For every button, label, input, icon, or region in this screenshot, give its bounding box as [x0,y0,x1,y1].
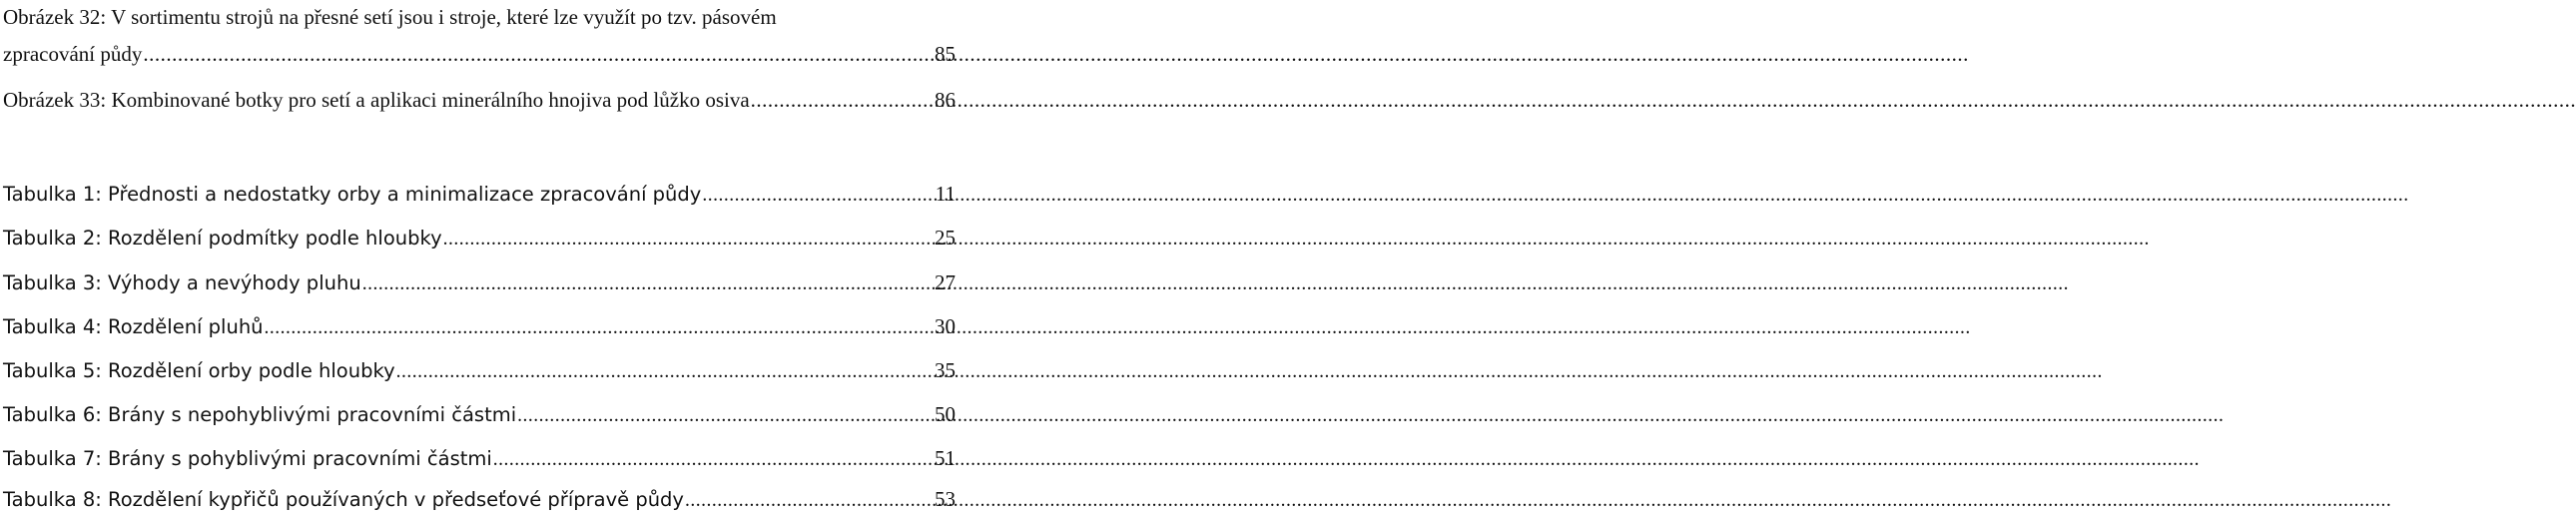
toc-table-4[interactable] [3,311,956,341]
toc-entry-page: 53 [935,487,956,511]
toc-entry-title: Tabulka 8: Rozdělení kypřičů používaných v předseťové přípravě půdy [3,488,684,511]
toc-entry-page: 51 [935,446,956,470]
toc-entry-title: Tabulka 6: Brány s nepohyblivými pracovními částmi [3,403,517,426]
toc-entry-title: zpracování půdy [3,42,143,66]
toc-figure-32-line1[interactable] [3,2,956,32]
toc-entry-page: 25 [935,226,956,250]
dot-leader [685,486,933,516]
toc-entry-title: Tabulka 5: Rozdělení orby podle hloubky [3,359,395,382]
toc-entry-title: Obrázek 32: V sortimentu strojů na přesné setí jsou i stroje, které lze využít po tzv. pásovém [3,5,777,29]
dot-leader [443,225,933,255]
toc-entry-page: 85 [935,42,956,66]
toc-page [0,0,959,516]
toc-table-6[interactable] [3,399,956,429]
toc-entry-title: Tabulka 3: Výhody a nevýhody pluhu [3,271,361,294]
toc-entry-page: 35 [935,358,956,382]
toc-entry-title: Tabulka 1: Přednosti a nedostatky orby a minimalizace zpracování půdy [3,183,702,206]
toc-figure-33[interactable] [3,85,956,115]
toc-figure-32-line2[interactable] [3,39,956,69]
toc-table-3[interactable] [3,267,956,297]
dot-leader [362,269,933,299]
toc-entry-title: Tabulka 2: Rozdělení podmítky podle hloubky [3,227,442,250]
toc-entry-page: 30 [935,314,956,338]
dot-leader [143,39,933,69]
toc-entry-title: Tabulka 7: Brány s pohyblivými pracovními částmi [3,447,492,470]
toc-table-5[interactable] [3,355,956,385]
toc-entry-title: Obrázek 33: Kombinované botky pro setí a aplikaci minerálního hnojiva pod lůžko osiva [3,88,750,112]
toc-entry-title: Tabulka 4: Rozdělení pluhů [3,315,264,338]
toc-table-1[interactable] [3,179,956,209]
toc-entry-page: 27 [935,270,956,294]
dot-leader [517,401,933,431]
toc-table-8[interactable] [3,484,956,514]
toc-table-2[interactable] [3,223,956,253]
toc-entry-page: 50 [935,402,956,426]
toc-entry-page: 11 [935,182,956,206]
dot-leader [493,445,933,475]
dot-leader [396,357,933,387]
dot-leader [751,85,933,115]
toc-table-7[interactable] [3,443,956,473]
toc-entry-page: 86 [935,88,956,112]
dot-leader [702,181,933,211]
dot-leader [265,313,933,343]
